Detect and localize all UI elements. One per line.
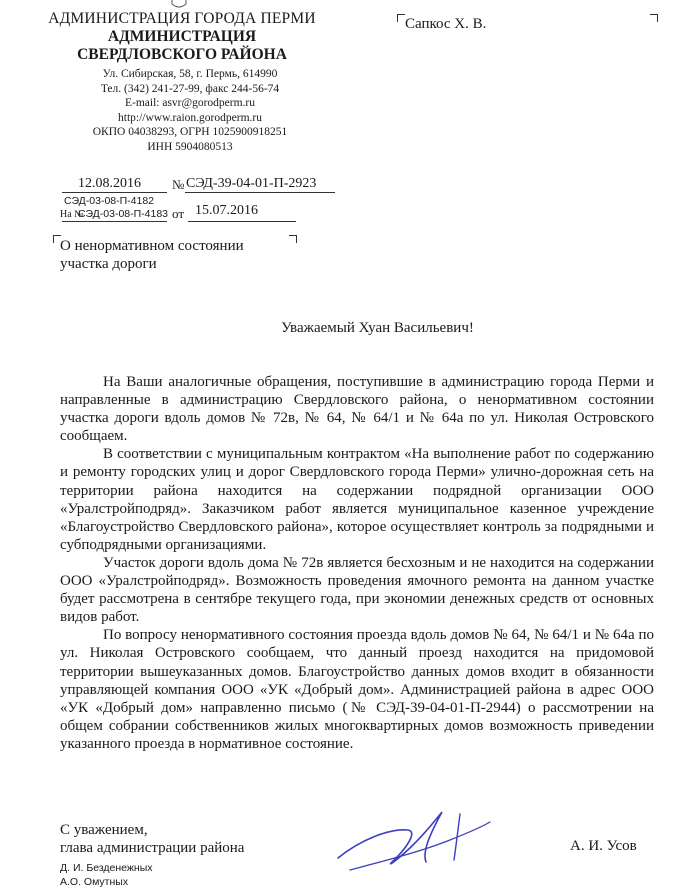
ref-date: 15.07.2016	[195, 203, 258, 218]
reg-number: СЭД-39-04-01-П-2923	[186, 176, 317, 191]
org-contacts	[60, 67, 320, 154]
body-paragraph: На Ваши аналогичные обращения, поступившие в администрацию города Перми и направленные в администрацию Свердловского района, о ненормативном состоянии участка дороги вдоль домов № 72в, № 64, № 64/1 и № 64а по ул. Николая Островского сообщаем.	[60, 374, 654, 445]
ref-number-2: СЭД-03-08-П-4183	[78, 208, 169, 220]
org-name-line1: АДМИНИСТРАЦИЯ ГОРОДА ПЕРМИ	[48, 10, 316, 27]
salutation: Уважаемый Хуан Васильевич!	[281, 320, 474, 336]
executor-name: А.О. Омутных	[60, 876, 129, 888]
subject-line-2: участка дороги	[60, 256, 157, 272]
subject-line-1: О ненормативном состоянии	[60, 238, 244, 254]
handwritten-signature	[330, 800, 500, 890]
body-paragraph: По вопросу ненормативного состояния проезда вдоль домов № 64, № 64/1 и № 64а по ул. Николая Островского сообщаем, что данный проезд находится на придомовой территории вышеуказанных домов. Благоустройство данных домов входит в обязанности управляющей компания ООО «УК «Добрый дом». Администрацией района в адрес ООО «УК «Добрый дом» направленно письмо (№ СЭД-39-04-01-П-2944) о рассмотрении на общем собрании собственников жилых многоквартирных домов возможность приведении указанного проезда в нормативное состояние.	[60, 627, 654, 752]
contact-email: E-mail: asvr@gorodperm.ru	[124, 97, 256, 109]
reg-number-sign: №	[172, 177, 185, 192]
contact-address: Ул. Сибирская, 58, г. Пермь, 614990	[102, 68, 278, 80]
ref-date-underline	[188, 220, 296, 222]
recipient-bracket-left	[397, 14, 405, 22]
ref-number-1: СЭД-03-08-П-4182	[64, 195, 155, 207]
letter-body	[60, 373, 654, 753]
subject-bracket-right	[289, 235, 297, 243]
closing-regards: С уважением,	[60, 822, 148, 838]
contact-phone: Тел. (342) 241-27-99, факс 244-56-74	[100, 82, 280, 95]
contact-website: http://www.raion.gorodperm.ru	[118, 111, 262, 124]
ref-ot-label: от	[172, 206, 185, 221]
contact-inn: ИНН 5904080513	[147, 140, 233, 153]
reg-date: 12.08.2016	[78, 176, 141, 191]
ref-na-label: На №	[60, 209, 84, 220]
executor-name: Д. И. Безденежных	[60, 862, 153, 874]
contact-okpo-ogrn: ОКПО 04038293, ОГРН 1025900918251	[92, 126, 288, 138]
org-name-line3: СВЕРДЛОВСКОГО РАЙОНА	[77, 46, 287, 63]
coat-of-arms-icon	[171, 0, 187, 8]
recipient-bracket-right	[650, 14, 658, 22]
signer-name: А. И. Усов	[570, 838, 637, 854]
letter-subject	[60, 237, 244, 273]
body-paragraph: Участок дороги вдоль дома № 72в является бесхозным и не находится на содержании ООО «Уралстройподряд». Возможность проведения ямочного ремонта на данном участке будет рассмотрена в сентябре текущего года, при экономии денежных средств от основных видов работ.	[60, 554, 654, 626]
closing-position: глава администрации района	[60, 840, 245, 856]
ref-number-underline	[62, 220, 167, 222]
body-paragraph: В соответствии с муниципальным контрактом «На выполнение работ по содержанию и ремонту городских улиц и дорог Свердловского города Перми» улично-дорожная сеть на территории района находится на содержании подрядной организации ООО «Уралстройподряд». Заказчиком работ является муниципальное казенное учреждение «Благоустройство Свердловского района», которое осуществляет контроль за подрядными и субподрядными организациями.	[60, 446, 654, 553]
recipient-name: Сапкос Х. В.	[405, 16, 487, 32]
org-name-line2: АДМИНИСТРАЦИЯ	[107, 28, 257, 45]
